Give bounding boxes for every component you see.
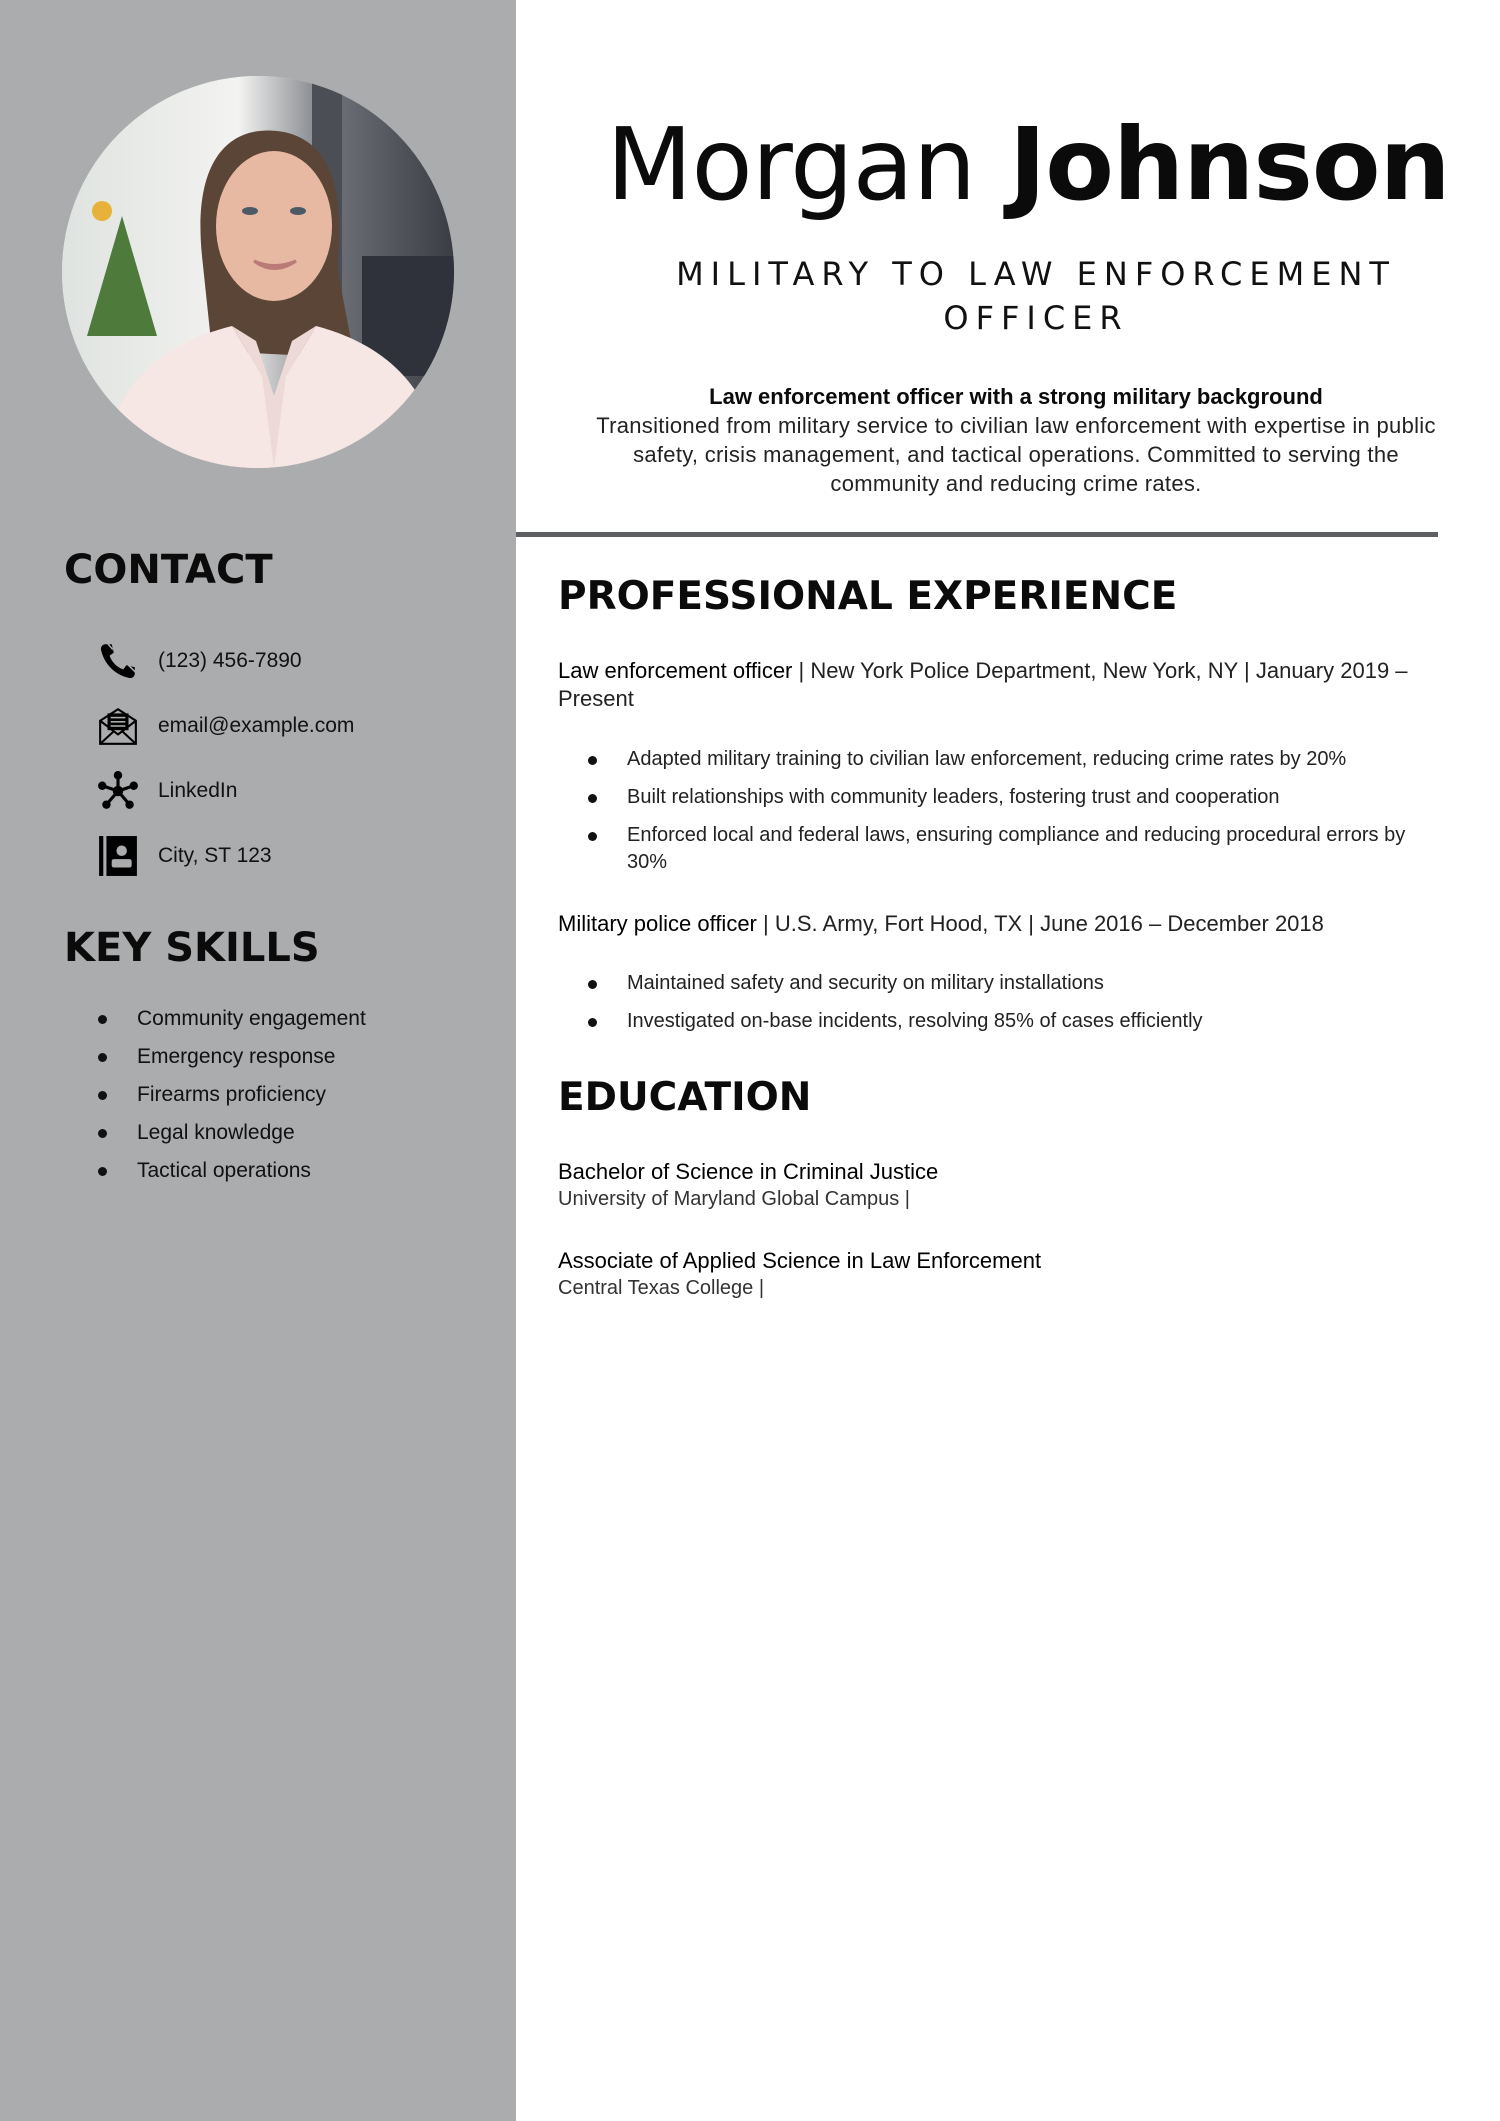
summary-headline: Law enforcement officer with a strong military background — [709, 384, 1323, 409]
bullet-text: Built relationships with community leaders, fostering trust and cooperation — [627, 786, 1280, 808]
job-bullets — [586, 746, 1446, 887]
job-bullet — [586, 970, 1446, 997]
bullet-icon — [588, 794, 597, 803]
skill-item — [96, 1152, 366, 1190]
key-skills-heading: KEY SKILLS — [64, 925, 320, 971]
bullet-icon — [98, 1015, 107, 1024]
education-heading: EDUCATION — [558, 1075, 812, 1120]
job-details: | New York Police Department, New York, NY | January 2019 – Present — [558, 658, 1408, 711]
last-name: Johnson — [1009, 106, 1450, 223]
contact-location-text: City, ST 123 — [158, 843, 272, 867]
envelope-icon — [96, 704, 140, 748]
contact-phone-text: (123) 456-7890 — [158, 648, 302, 672]
key-skills-list — [96, 1000, 366, 1190]
bullet-text: Investigated on-base incidents, resolving 85% of cases efficiently — [627, 1010, 1203, 1032]
contact-list — [96, 628, 354, 888]
profile-photo — [62, 76, 454, 468]
bullet-text: Adapted military training to civilian law enforcement, reducing crime rates by 20% — [627, 748, 1347, 770]
job-header — [558, 910, 1438, 938]
contact-linkedin-text: LinkedIn — [158, 778, 238, 802]
bullet-icon — [98, 1129, 107, 1138]
bullet-icon — [98, 1091, 107, 1100]
skill-item — [96, 1076, 366, 1114]
summary-body: Transitioned from military service to civilian law enforcement with expertise in public safety, crisis management, and tactical operations. Committed to serving the community and reducing crime rates. — [596, 413, 1436, 496]
job-bullets — [586, 970, 1446, 1046]
network-icon — [96, 769, 140, 813]
school: University of Maryland Global Campus | — [558, 1188, 910, 1210]
skill-item — [96, 1038, 366, 1076]
job-role: Law enforcement officer — [558, 658, 793, 683]
skill-text: Community engagement — [137, 1007, 366, 1030]
skill-text: Legal knowledge — [137, 1121, 295, 1144]
job-bullet — [586, 822, 1446, 876]
profile-photo-illustration — [62, 76, 454, 468]
main-content — [516, 0, 1500, 2121]
contact-linkedin[interactable] — [96, 758, 354, 823]
experience-heading: PROFESSIONAL EXPERIENCE — [558, 574, 1178, 619]
job-header — [558, 657, 1438, 713]
contact-email-text: email@example.com — [158, 713, 355, 737]
skill-item — [96, 1114, 366, 1152]
contact-email[interactable] — [96, 693, 354, 758]
contact-location[interactable] — [96, 823, 354, 888]
first-name: Morgan — [606, 106, 976, 223]
contact-heading: CONTACT — [64, 547, 273, 593]
bullet-icon — [98, 1167, 107, 1176]
skill-text: Firearms proficiency — [137, 1083, 327, 1106]
bullet-icon — [588, 1018, 597, 1027]
bullet-icon — [588, 980, 597, 989]
education-entry — [558, 1247, 1438, 1301]
job-bullet — [586, 746, 1446, 773]
summary — [576, 382, 1456, 498]
skill-text: Tactical operations — [137, 1159, 311, 1182]
bullet-icon — [588, 756, 597, 765]
education-entry — [558, 1158, 1438, 1212]
skill-text: Emergency response — [137, 1045, 336, 1068]
degree: Associate of Applied Science in Law Enforcement — [558, 1248, 1042, 1273]
school: Central Texas College | — [558, 1277, 765, 1299]
contact-card-icon — [96, 834, 140, 878]
skill-item — [96, 1000, 366, 1038]
sidebar — [0, 0, 516, 2121]
phone-icon — [96, 639, 140, 683]
bullet-icon — [588, 832, 597, 841]
degree: Bachelor of Science in Criminal Justice — [558, 1159, 939, 1184]
bullet-text: Maintained safety and security on military installations — [627, 972, 1104, 994]
job-role: Military police officer — [558, 911, 757, 936]
header-divider — [516, 532, 1438, 537]
bullet-icon — [98, 1053, 107, 1062]
job-bullet — [586, 784, 1446, 811]
job-title: MILITARY TO LAW ENFORCEMENT OFFICER — [676, 255, 1396, 337]
contact-phone[interactable] — [96, 628, 354, 693]
bullet-text: Enforced local and federal laws, ensuring compliance and reducing procedural errors by 30% — [627, 824, 1406, 873]
candidate-name — [516, 106, 1500, 223]
job-details: | U.S. Army, Fort Hood, TX | June 2016 – December 2018 — [756, 911, 1324, 936]
job-bullet — [586, 1008, 1446, 1035]
